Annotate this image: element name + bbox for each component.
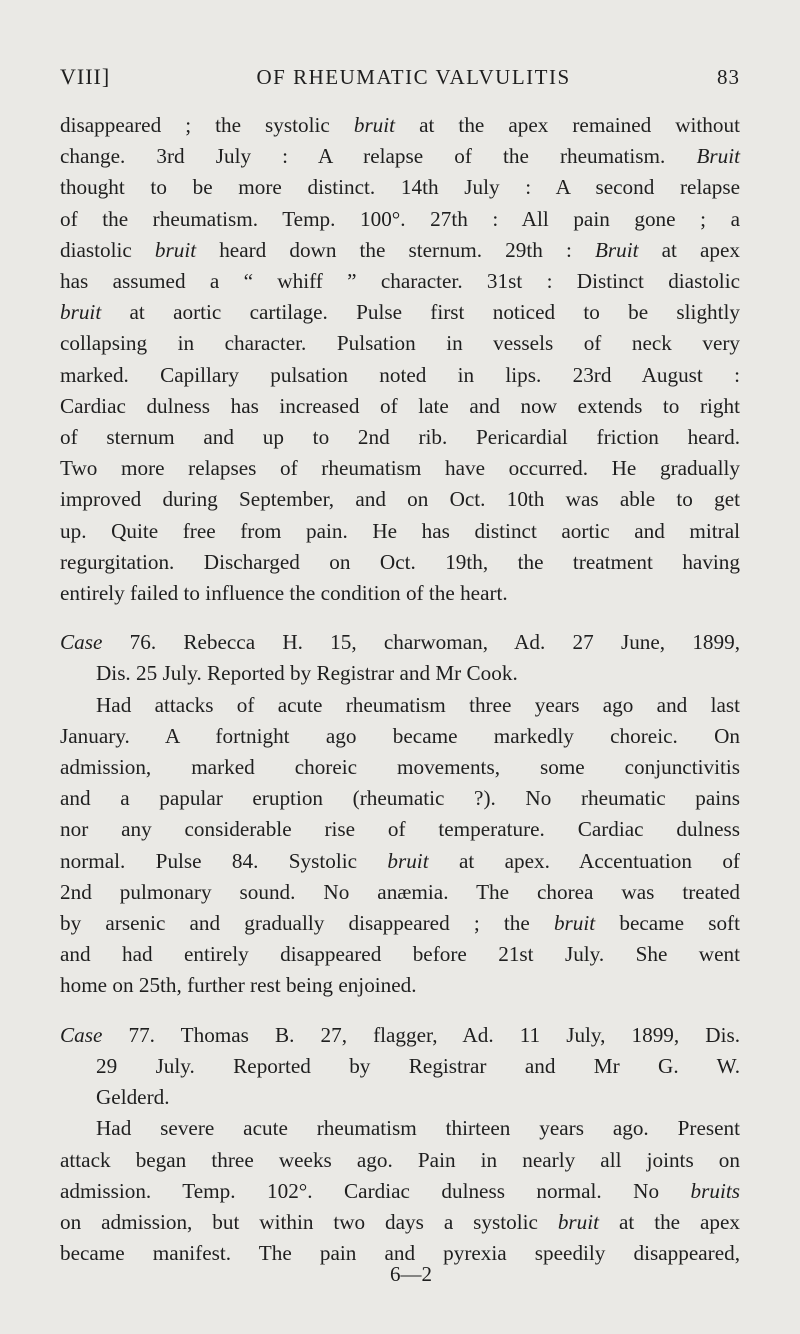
- case-77-heading-line3: Gelderd.: [96, 1085, 170, 1110]
- text-line: and a papular eruption (rheumatic ?). No rheumatic pains: [60, 786, 740, 811]
- book-page: [60, 64, 740, 1269]
- case-76-heading: [60, 627, 740, 689]
- text-line: regurgitation. Discharged on Oct. 19th, the treatment having: [60, 549, 740, 574]
- case-76-heading-line2: Dis. 25 July. Reported by Registrar and Mr Cook.: [96, 661, 518, 686]
- text-line: thought to be more distinct. 14th July : A second relapse: [60, 175, 740, 200]
- text-line: marked. Capillary pulsation noted in lips. 23rd August :: [60, 362, 740, 387]
- text-line: normal. Pulse 84. Systolic bruit at apex. Accentuation of: [60, 848, 740, 873]
- page-number: 83: [716, 65, 740, 89]
- text-line: home on 25th, further rest being enjoined.: [60, 973, 417, 998]
- running-header: [60, 64, 740, 90]
- text-line: of the rheumatism. Temp. 100°. 27th : All pain gone ; a: [60, 206, 740, 231]
- text-line: has assumed a “ whiff ” character. 31st : Distinct diastolic: [60, 269, 740, 294]
- text-line: Cardiac dulness has increased of late and now extends to right: [60, 393, 740, 418]
- case-77-heading-line2: 29 July. Reported by Registrar and Mr G. W.: [96, 1053, 740, 1078]
- text-line: of sternum and up to 2nd rib. Pericardial friction heard.: [60, 425, 740, 450]
- text-line: disappeared ; the systolic bruit at the apex remained without: [60, 113, 740, 137]
- case-77-heading: [60, 1020, 740, 1114]
- text-line: and had entirely disappeared before 21st July. She went: [60, 942, 740, 967]
- paragraph-continuation: [60, 110, 740, 609]
- text-line: improved during September, and on Oct. 10th was able to get: [60, 487, 740, 512]
- text-line: bruit at aortic cartilage. Pulse first noticed to be slightly: [60, 300, 740, 325]
- text-line: nor any considerable rise of temperature. Cardiac dulness: [60, 817, 740, 842]
- signature-mark: 6—2: [390, 1262, 432, 1286]
- text-line: attack began three weeks ago. Pain in nearly all joints on: [60, 1147, 740, 1172]
- text-line: admission, marked choreic movements, some conjunctivitis: [60, 755, 740, 780]
- text-line: up. Quite free from pain. He has distinct aortic and mitral: [60, 518, 740, 543]
- text-line: admission. Temp. 102°. Cardiac dulness normal. No bruits: [60, 1178, 740, 1203]
- text-line: January. A fortnight ago became markedly choreic. On: [60, 723, 740, 748]
- text-line: collapsing in character. Pulsation in vessels of neck very: [60, 331, 740, 356]
- running-title: OF RHEUMATIC VALVULITIS: [256, 65, 571, 89]
- text-line: by arsenic and gradually disappeared ; the bruit became soft: [60, 911, 740, 936]
- case-label: Case: [60, 630, 103, 655]
- text-line: entirely failed to influence the condition of the heart.: [60, 581, 508, 606]
- case-76-body: [60, 690, 740, 1002]
- case-76-heading-line1: 76. Rebecca H. 15, charwoman, Ad. 27 June, 1899,: [129, 630, 740, 655]
- text-line: became manifest. The pain and pyrexia speedily disappeared,: [60, 1241, 740, 1266]
- text-line: Two more relapses of rheumatism have occurred. He gradually: [60, 456, 740, 481]
- chapter-number: VIII]: [60, 64, 111, 89]
- text-line: change. 3rd July : A relapse of the rheumatism. Bruit: [60, 144, 740, 169]
- case-77-heading-line1: 77. Thomas B. 27, flagger, Ad. 11 July, 1899, Dis.: [128, 1022, 741, 1047]
- case-label: Case: [60, 1022, 103, 1047]
- case-77-body: [60, 1113, 740, 1269]
- text-line: Had severe acute rheumatism thirteen years ago. Present: [96, 1116, 740, 1141]
- text-line: Had attacks of acute rheumatism three years ago and last: [96, 692, 740, 717]
- text-line: 2nd pulmonary sound. No anæmia. The chorea was treated: [60, 879, 740, 904]
- text-line: diastolic bruit heard down the sternum. 29th : Bruit at apex: [60, 237, 740, 262]
- text-line: on admission, but within two days a systolic bruit at the apex: [60, 1209, 741, 1234]
